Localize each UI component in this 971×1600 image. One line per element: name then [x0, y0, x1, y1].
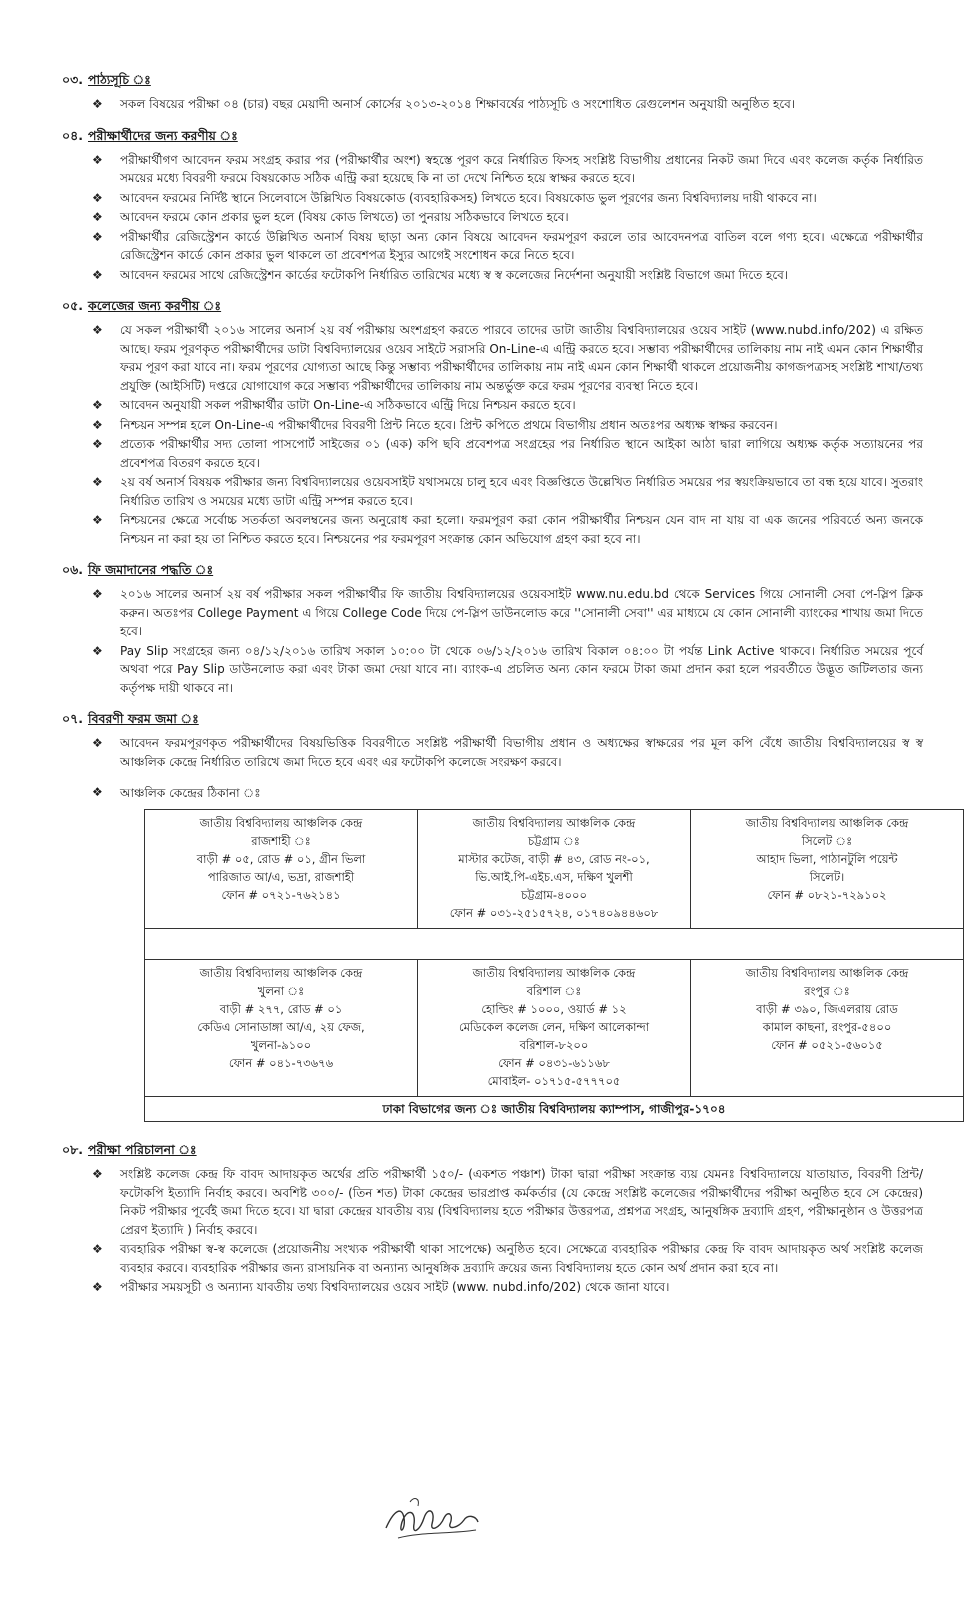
section-items [62, 321, 923, 548]
list-item [92, 228, 923, 265]
bullet-icon: ❖ [92, 1242, 103, 1256]
bullet-icon: ❖ [92, 267, 103, 282]
office-line: কেডিএ সোনাডাঙ্গা আ/এ, ২য় ফেজ, [197, 1020, 365, 1034]
office-line: খুলনা-৯১০০ [250, 1038, 312, 1052]
office-line: পারিজাত আ/এ, ভদ্রা, রাজশাহী [207, 870, 355, 884]
office-cell [418, 960, 691, 1097]
bullet-icon: ❖ [92, 1280, 103, 1294]
section-number: ০৫. [62, 298, 83, 313]
bullet-icon: ❖ [92, 475, 103, 489]
list-item-text: আবেদন ফরমের সাথে রেজিস্ট্রেশন কার্ডের ফটোকপি নির্ধারিত তারিখের মধ্যে স্ব স্ব কলেজের নির্দেশনা অনুযায়ী সংশ্লিষ্ট বিভাগে জমা দিতে হবে। [120, 267, 789, 282]
bullet-icon: ❖ [92, 190, 103, 205]
section-7 [62, 711, 923, 771]
list-item-text: প্রত্যেক পরীক্ষার্থীর সদ্য তোলা পাসপোর্ট সাইজের ০১ (এক) কপি ছবি প্রবেশপত্র সংগ্রহের পর নির্ধারিত স্থানে আইকা আঠা দ্বারা লাগিয়ে অধ্যক্ষ কর্তৃক সত্যায়নের পর প্রবেশপত্র বিতরণ করতে হবে। [120, 437, 923, 470]
section-heading: পাঠ্যসূচি ঃ [88, 72, 151, 87]
list-item [92, 1240, 923, 1277]
section-items [62, 151, 923, 285]
section-4 [62, 128, 923, 285]
list-item [92, 473, 923, 510]
office-line: রাজশাহী ঃ [251, 834, 311, 848]
bullet-icon: ❖ [92, 437, 103, 451]
list-item [92, 1278, 923, 1297]
office-line: জাতীয় বিশ্ববিদ্যালয় আঞ্চলিক কেন্দ্র [199, 816, 363, 830]
section-heading: পরীক্ষা পরিচালনা ঃ [88, 1142, 197, 1157]
list-item [92, 416, 923, 435]
section-title [62, 711, 923, 731]
section-number: ০৬. [62, 562, 84, 577]
list-item-text: Pay Slip সংগ্রহের জন্য ০৪/১২/২০১৬ তারিখ সকাল ১০:০০ টা থেকে ০৬/১২/২০১৬ তারিখ বিকাল ০৪:০০ টা পর্যন্ত Link Active থাকবে। নির্ধারিত সময়ের পূর্বে অথবা পরে Pay Slip ডাউনলোড করা এবং টাকা জমা দেয়া যাবে না। ব্যাংক-এ প্রচলিত অন্য কোন ফরমে টাকা জমা প্রদান করা হলে পরবর্তীতে উদ্ভূত জটিলতার জন্য কর্তৃপক্ষ দায়ী থাকবে না। [120, 643, 923, 695]
bullet-icon: ❖ [92, 398, 103, 412]
list-item [92, 734, 923, 771]
list-item-text: পরীক্ষার্থীগণ আবেদন ফরম সংগ্রহ করার পর (পরীক্ষার্থীর অংশ) স্বহস্তে পূরণ করে নির্ধারিত ফিসহ সংশ্লিষ্ট বিভাগীয় প্রধানের নিকট জমা দিবে এবং কলেজ কর্তৃক নির্ধারিত সময়ের মধ্যে বিবরণী ফরমে বিষয়কোড সঠিক এন্ট্রি করা হয়েছে কি না তা দেখে নিশ্চিত হয়ে স্বাক্ষর করতে হবে। [120, 152, 923, 185]
dhaka-office: ঢাকা বিভাগের জন্য ঃ জাতীয় বিশ্ববিদ্যালয় ক্যাম্পাস, গাজীপুর-১৭০৪ [145, 1097, 964, 1122]
office-line: জাতীয় বিশ্ববিদ্যালয় আঞ্চলিক কেন্দ্র [745, 816, 909, 830]
section-5 [62, 298, 923, 548]
list-item [92, 151, 923, 188]
list-item-text: আবেদন অনুযায়ী সকল পরীক্ষার্থীর ডাটা On-Line-এ সঠিকভাবে এন্ট্রি দিয়ে নিশ্চয়ন করতে হবে। [120, 398, 576, 412]
section-number: ০৪. [62, 127, 83, 143]
bullet-icon: ❖ [92, 97, 103, 111]
office-line: জাতীয় বিশ্ববিদ্যালয় আঞ্চলিক কেন্দ্র [745, 966, 909, 980]
section-title [62, 562, 923, 582]
office-line: মোবাইল- ০১৭১৫-৫৭৭৭০৫ [487, 1074, 621, 1088]
office-line: বাড়ী # ৩৯০, জিএলরায় রোড [756, 1002, 898, 1016]
office-line: বরিশাল ঃ [526, 984, 582, 998]
office-line: মেডিকেল কলেজ লেন, দক্ষিণ আলেকান্দা [458, 1020, 650, 1034]
office-line: সিলেট। [809, 870, 845, 884]
office-line: ফোন # ০৫২১-৫৬০১৫ [771, 1038, 883, 1052]
list-item [92, 435, 923, 472]
section-items [62, 585, 923, 697]
office-line: চট্টগ্রাম ঃ [528, 834, 580, 848]
section-heading: কলেজের জন্য করণীয় ঃ [88, 298, 222, 313]
section-number: ০৩. [62, 72, 84, 87]
regional-offices-label [62, 785, 923, 805]
office-cell [418, 810, 691, 929]
section-items [62, 95, 923, 114]
bullet-icon: ❖ [92, 323, 103, 337]
list-item [92, 95, 923, 114]
list-item-text: সংশ্লিষ্ট কলেজ কেন্দ্র ফি বাবদ আদায়কৃত অর্থের প্রতি পরীক্ষার্থী ১৫০/- (একশত পঞ্চাশ) টাকা দ্বারা পরীক্ষা সংক্রান্ত ব্যয় যেমনঃ বিশ্ববিদ্যালয়ে যাতায়াত, বিবরণী প্রিন্ট/ফটোকপি ইত্যাদি নির্বাহ করবে। অবশিষ্ট ৩০০/- (তিন শত) টাকা কেন্দ্রের ভারপ্রাপ্ত কর্মকর্তার (যে কেন্দ্রে সংশ্লিষ্ট কলেজের পরীক্ষার্থীদের পরীক্ষা অনুষ্ঠিত হবে সে কেন্দ্রের) নিকট পরীক্ষার পূর্বেই জমা দিতে হবে। যা দ্বারা কেন্দ্রের যাবতীয় ব্যয় (বিশ্ববিদ্যালয় হতে পরীক্ষার উত্তরপত্র, প্রশ্নপত্র সংগ্রহ, আনুষঙ্গিক দ্রব্যাদি গ্রহণ, পরীক্ষানুষ্ঠান ও উত্তরপত্র প্রেরণ ইত্যাদি ) নির্বাহ করবে। [120, 1167, 923, 1237]
section-number: ০৭. [62, 711, 84, 726]
office-line: খুলনা ঃ [257, 984, 305, 998]
bullet-icon: ❖ [92, 417, 103, 432]
section-heading: ফি জমাদানের পদ্ধতি ঃ [88, 562, 214, 577]
office-line: ফোন # ০৪৩১-৬১১৬৮ [498, 1056, 610, 1070]
list-item [92, 208, 923, 227]
table-row [145, 1097, 964, 1122]
section-title [62, 1142, 923, 1162]
list-item [92, 396, 923, 415]
list-item [92, 1165, 923, 1239]
office-line: চট্টগ্রাম-৪০০০ [521, 888, 587, 902]
list-item-text: পরীক্ষার্থীর রেজিস্ট্রেশন কার্ডে উল্লিখিত অনার্স বিষয় ছাড়া অন্য কোন বিষয়ে আবেদন ফরমপূরণ করলে তার আবেদনপত্র বাতিল বলে গণ্য হবে। এক্ষেত্রে পরীক্ষার্থীর রেজিস্ট্রেশন কার্ডে কোন প্রকার ভুল থাকলে তা প্রবেশপত্র ইস্যুর আগেই সংশোধন করে নিতে হবে। [120, 229, 923, 262]
list-item [92, 642, 923, 698]
signature [380, 1488, 490, 1548]
office-line: ফোন # ০৭২১-৭৬২১৪১ [221, 888, 341, 902]
list-item-text: আবেদন ফরমের নির্দিষ্ট স্থানে সিলেবাসে উল্লিখিত বিষয়কোড (ব্যবহারিকসহ) লিখতে হবে। বিষয়কোড ভুল পূরণের জন্য বিশ্ববিদ্যালয় দায়ী থাকবে না। [120, 190, 817, 205]
list-item-text: নিশ্চয়ন সম্পন্ন হলে On-Line-এ পরীক্ষার্থীদের বিবরণী প্রিন্ট নিতে হবে। প্রিন্ট কপিতে প্রথমে বিভাগীয় প্রধান অতঃপর অধ্যক্ষ স্বাক্ষর করবেন। [120, 417, 778, 432]
list-item-text: পরীক্ষার সময়সূচী ও অন্যান্য যাবতীয় তথ্য বিশ্ববিদ্যালয়ের ওয়েব সাইট (www. nubd.info/202) থেকে জানা যাবে। [120, 1280, 670, 1294]
office-cell [145, 810, 418, 929]
office-line: কামাল কাছনা, রংপুর-৫৪০০ [762, 1020, 892, 1034]
table-row [145, 929, 964, 960]
bullet-icon: ❖ [92, 643, 103, 658]
office-line: মাস্টার কটেজ, বাড়ী # ৪৩, রোড নং-০১, [458, 852, 650, 866]
bullet-icon: ❖ [92, 785, 103, 799]
table-row [145, 810, 964, 929]
list-item [92, 585, 923, 641]
office-line: আহাদ ভিলা, পাঠানটুলি পয়েন্ট [756, 852, 898, 866]
section-items [62, 1165, 923, 1297]
office-line: হোল্ডিং # ১০০০, ওয়ার্ড # ১২ [481, 1002, 627, 1016]
list-item-text: নিশ্চয়নের ক্ষেত্রে সর্বোচ্চ সতর্কতা অবলম্বনের জন্য অনুরোধ করা হলো। ফরমপূরণ করা কোন পরীক্ষার্থীর নিশ্চয়ন যেন বাদ না যায় বা এক জনের পরিবর্তে অন্য জনকে নিশ্চয়ন না করা হয় তা নিশ্চিত করতে হবে। নিশ্চয়নের পর ফরমপূরণ সংক্রান্ত কোন অভিযোগ গ্রহণ করা হবে না। [120, 513, 923, 546]
list-item-text: ব্যবহারিক পরীক্ষা স্ব-স্ব কলেজে (প্রয়োজনীয় সংখ্যক পরীক্ষার্থী থাকা সাপেক্ষে) অনুষ্ঠিত হবে। সেক্ষেত্রে ব্যবহারিক পরীক্ষার কেন্দ্র ফি বাবদ আদায়কৃত অর্থ সংশ্লিষ্ট কলেজ ব্যবহার করবে। ব্যবহারিক পরীক্ষার জন্য রাসায়নিক বা অন্যান্য আনুষঙ্গিক দ্রব্যাদি ক্রয়ের জন্য বিশ্ববিদ্যালয় হতে কোন অর্থ প্রদান করা হবে না। [120, 1242, 923, 1275]
list-item-text: ২০১৬ সালের অনার্স ২য় বর্ষ পরীক্ষার সকল পরীক্ষার্থীর ফি জাতীয় বিশ্ববিদ্যালয়ের ওয়েবসাইট www.nu.edu.bd থেকে Services গিয়ে সোনালী সেবা পে-স্লিপ ক্লিক করুন। অতঃপর College Payment এ গিয়ে College Code দিয়ে পে-স্লিপ ডাউনলোড করে ''সোনালী সেবা'' এর মাধ্যমে যে কোন সোনালী ব্যাংকের শাখায় জমা দিতে হবে। [120, 587, 923, 638]
section-8 [62, 1142, 923, 1297]
list-item-text: সকল বিষয়ের পরীক্ষা ০৪ (চার) বছর মেয়াদী অনার্স কোর্সের ২০১৩-২০১৪ শিক্ষাবর্ষের পাঠ্যসূচি ও সংশোধিত রেগুলেশন অনুযায়ী অনুষ্ঠিত হবে। [120, 97, 796, 111]
section-08 [62, 1142, 923, 1297]
office-cell [691, 810, 964, 929]
office-line: সিলেট ঃ [801, 834, 853, 848]
office-line: ফোন # ০৮২১-৭২৯১০২ [767, 888, 887, 902]
section-heading: বিবরণী ফরম জমা ঃ [88, 711, 199, 726]
table-spacer [145, 929, 964, 960]
list-item [92, 511, 923, 548]
office-cell [145, 960, 418, 1097]
office-line: ফোন # ০৩১-২৫১৫৭২৪, ০১৭৪০৯৪৪৬০৮ [449, 906, 659, 920]
list-item-text: ২য় বর্ষ অনার্স বিষয়ক পরীক্ষার জন্য বিশ্ববিদ্যালয়ের ওয়েবসাইট যথাসময়ে চালু হবে এবং বিজ্ঞপ্তিতে উল্লেখিত নির্ধারিত সময়ের পর স্বয়ংক্রিয়ভাবে তা বন্ধ হয়ে যাবে। সুতরাং নির্ধারিত তারিখ ও সময়ের মধ্যে ডাটা এন্ট্রি সম্পন্ন করতে হবে। [120, 475, 924, 508]
section-title [62, 128, 923, 148]
list-item [92, 189, 923, 208]
section-6 [62, 562, 923, 697]
office-line: বাড়ী # ২৭৭, রোড # ০১ [219, 1002, 343, 1016]
office-line: বাড়ী # ০৫, রোড # ০১, গ্রীন ভিলা [196, 852, 366, 866]
regional-offices-label-text: আঞ্চলিক কেন্দ্রের ঠিকানা ঃ [120, 786, 261, 800]
section-number: ০৮. [62, 1142, 83, 1157]
section-title [62, 72, 923, 92]
bullet-icon: ❖ [92, 736, 103, 750]
section-title [62, 298, 923, 318]
office-cell [691, 960, 964, 1097]
list-item-text: যে সকল পরীক্ষার্থী ২০১৬ সালের অনার্স ২য় বর্ষ পরীক্ষায় অংশগ্রহণ করতে পারবে তাদের ডাটা জাতীয় বিশ্ববিদ্যালয়ের ওয়েব সাইট (www.nubd.info/202) এ রক্ষিত আছে। ফরম পূরণকৃত পরীক্ষার্থীদের ডাটা বিশ্ববিদ্যালয়ের ওয়েব সাইটে সরাসরি On-Line-এ এন্ট্রি করতে হবে। সম্ভাব্য পরীক্ষার্থীদের তালিকায় নাম নাই এমন কোন শিক্ষার্থীর ফরম পূরণ করা যাবে না। ফরম পূরণের যোগ্যতা আছে কিন্তু সম্ভাব্য পরীক্ষার্থীদের তালিকায় নাম নাই এমন কোন শিক্ষার্থী থাকলে প্রয়োজনীয় কাগজপত্রসহ সংশ্লিষ্ট শাখা/তথ্য প্রযুক্তি (আইসিটি) দপ্তরে যোগাযোগ করে সম্ভাব্য পরীক্ষার্থীদের তালিকায় নাম অন্তর্ভুক্ত করে ফরম পূরণের ব্যবস্থা নিতে হবে। [120, 323, 923, 393]
bullet-icon: ❖ [92, 1167, 103, 1181]
office-line: জাতীয় বিশ্ববিদ্যালয় আঞ্চলিক কেন্দ্র [199, 966, 363, 980]
bullet-icon: ❖ [92, 210, 103, 224]
bullet-icon: ❖ [92, 513, 103, 527]
office-line: ফোন # ০৪১-৭৩৬৭৬ [228, 1056, 334, 1070]
section-items [62, 734, 923, 771]
office-line: জাতীয় বিশ্ববিদ্যালয় আঞ্চলিক কেন্দ্র [472, 966, 636, 980]
list-item-text: আবেদন ফরমপূরণকৃত পরীক্ষার্থীদের বিষয়ভিত্তিক বিবরণীতে সংশ্লিষ্ট পরীক্ষার্থী বিভাগীয় প্রধান ও অধ্যক্ষের স্বাক্ষরের পর মূল কপি বেঁধে জাতীয় বিশ্ববিদ্যালয়ের স্ব স্ব আঞ্চলিক কেন্দ্রে নির্ধারিত তারিখে জমা দিতে হবে এবং এর ফটোকপি কলেজে সংরক্ষণ করবে। [120, 736, 923, 769]
list-item [92, 266, 923, 285]
table-row [145, 960, 964, 1097]
office-line: বরিশাল-৮২০০ [519, 1038, 589, 1052]
section-heading: পরীক্ষার্থীদের জন্য করণীয় ঃ [88, 127, 238, 143]
office-line: জাতীয় বিশ্ববিদ্যালয় আঞ্চলিক কেন্দ্র [472, 816, 636, 830]
office-line: ভি.আই.পি-এইচ.এস, দক্ষিণ খুলশী [475, 870, 633, 884]
bullet-icon: ❖ [92, 152, 103, 167]
list-item-text: আবেদন ফরমে কোন প্রকার ভুল হলে (বিষয় কোড লিখতে) তা পুনরায় সঠিকভাবে লিখতে হবে। [120, 210, 569, 224]
regional-offices-table [144, 809, 964, 1122]
bullet-icon: ❖ [92, 587, 103, 601]
bullet-icon: ❖ [92, 229, 103, 244]
notice-sections [62, 72, 923, 771]
office-line: রংপুর ঃ [804, 984, 850, 998]
section-3 [62, 72, 923, 114]
list-item [92, 321, 923, 395]
